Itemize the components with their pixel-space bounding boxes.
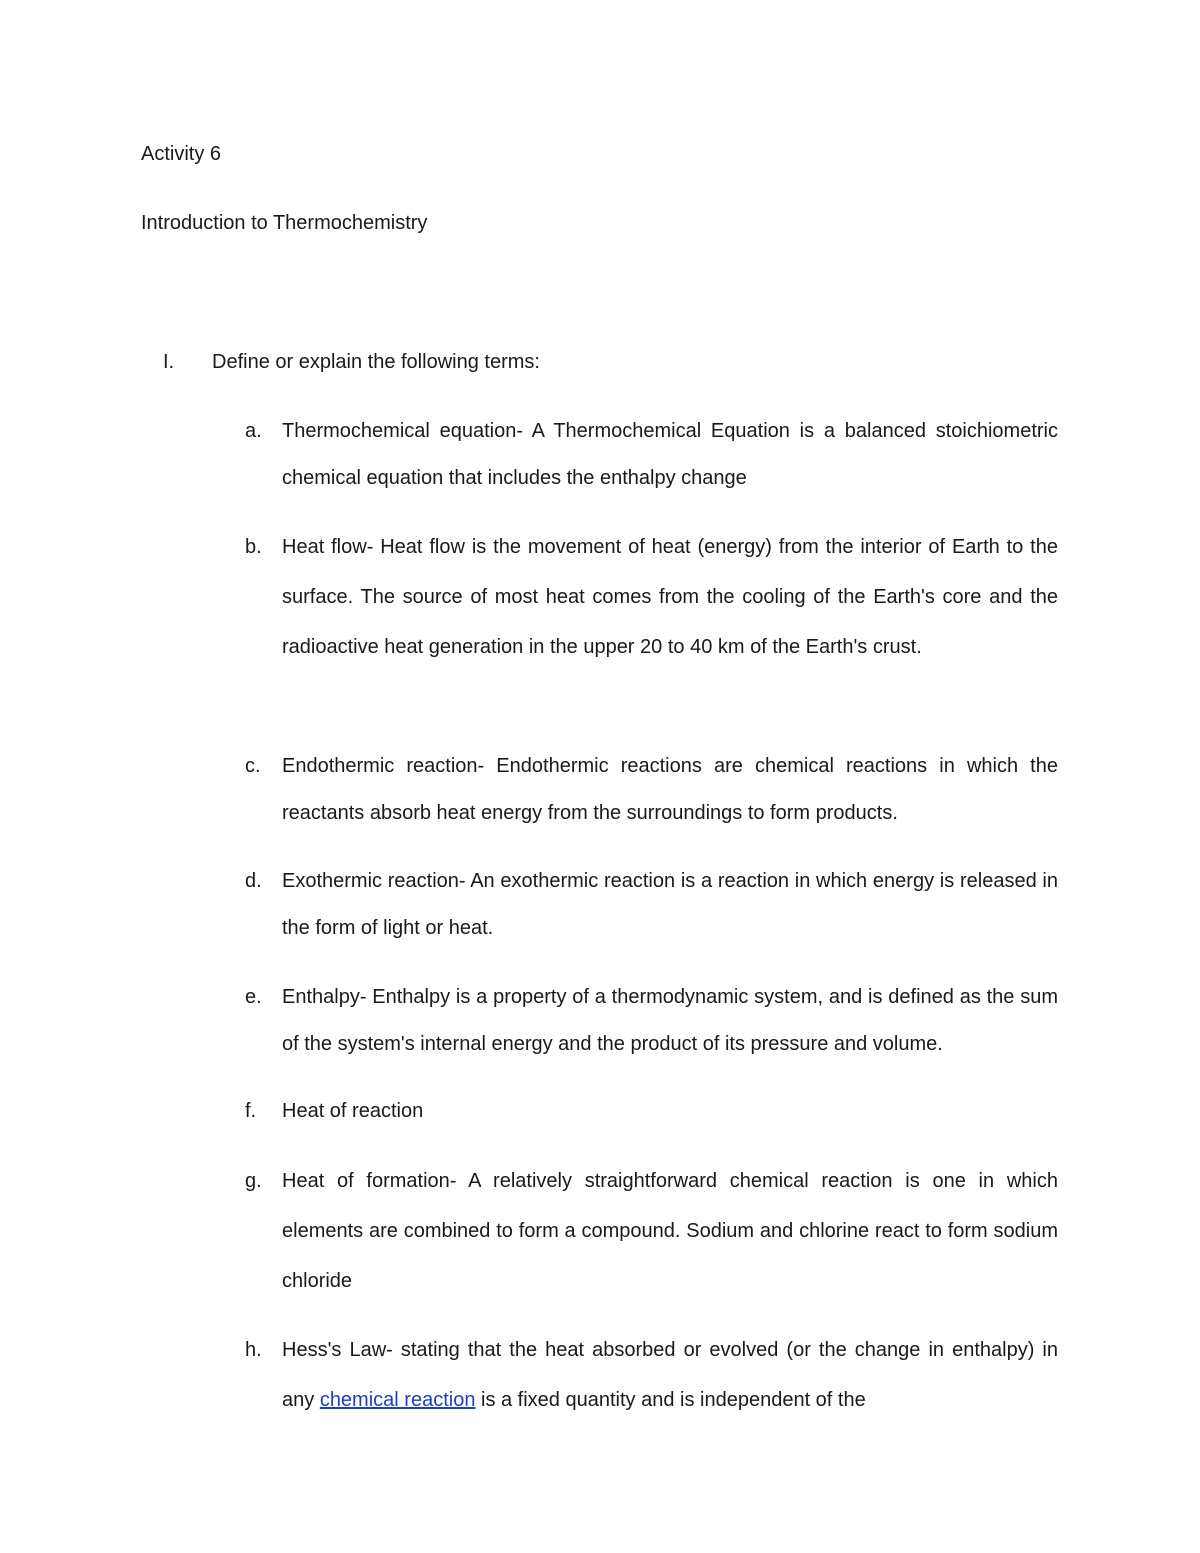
- list-item-text: Heat of reaction: [282, 1100, 424, 1122]
- section-heading: Define or explain the following terms:: [212, 351, 540, 373]
- list-item-letter: f.: [245, 1100, 257, 1122]
- document-subtitle: Introduction to Thermochemistry: [141, 212, 428, 234]
- list-item-text: Enthalpy- Enthalpy is a property of a thermodynamic system, and is defined as the sum of the system's internal energy and the product of its pressure and volume.: [282, 986, 1058, 1055]
- document-title: Activity 6: [141, 143, 222, 165]
- list-item-letter: h.: [245, 1339, 262, 1361]
- list-item-letter: e.: [245, 986, 262, 1008]
- list-item-letter: a.: [245, 420, 262, 442]
- list-item-text: Heat of formation- A relatively straightforward chemical reaction is one in which elements are combined to form a compound. Sodium and chlorine react to form sodium chloride: [282, 1170, 1058, 1292]
- list-item-letter: g.: [245, 1170, 262, 1192]
- list-item-text-after: is a fixed quantity and is independent of the: [481, 1389, 866, 1411]
- list-item-letter: b.: [245, 536, 262, 558]
- chemical-reaction-link[interactable]: chemical reaction: [319, 1389, 476, 1411]
- list-item-text: Endothermic reaction- Endothermic reactions are chemical reactions in which the reactants absorb heat energy from the surroundings to form products.: [282, 755, 1058, 824]
- list-item-text: Thermochemical equation- A Thermochemical Equation is a balanced stoichiometric chemical equation that includes the enthalpy change: [282, 420, 1058, 489]
- list-item-letter: d.: [245, 870, 262, 892]
- list-item-text: [282, 1325, 1058, 1425]
- list-item-text: Exothermic reaction- An exothermic reaction is a reaction in which energy is released in the form of light or heat.: [282, 870, 1058, 939]
- section-marker: I.: [163, 351, 175, 373]
- list-item-text-before: Hess's Law- stating that the heat absorbed or evolved (or the change in enthalpy) in any: [282, 1339, 1058, 1411]
- list-item-letter: c.: [245, 755, 261, 777]
- list-item-text: Heat flow- Heat flow is the movement of heat (energy) from the interior of Earth to the surface. The source of most heat comes from the cooling of the Earth's core and the radioactive heat generation in the upper 20 to 40 km of the Earth's crust.: [282, 536, 1058, 658]
